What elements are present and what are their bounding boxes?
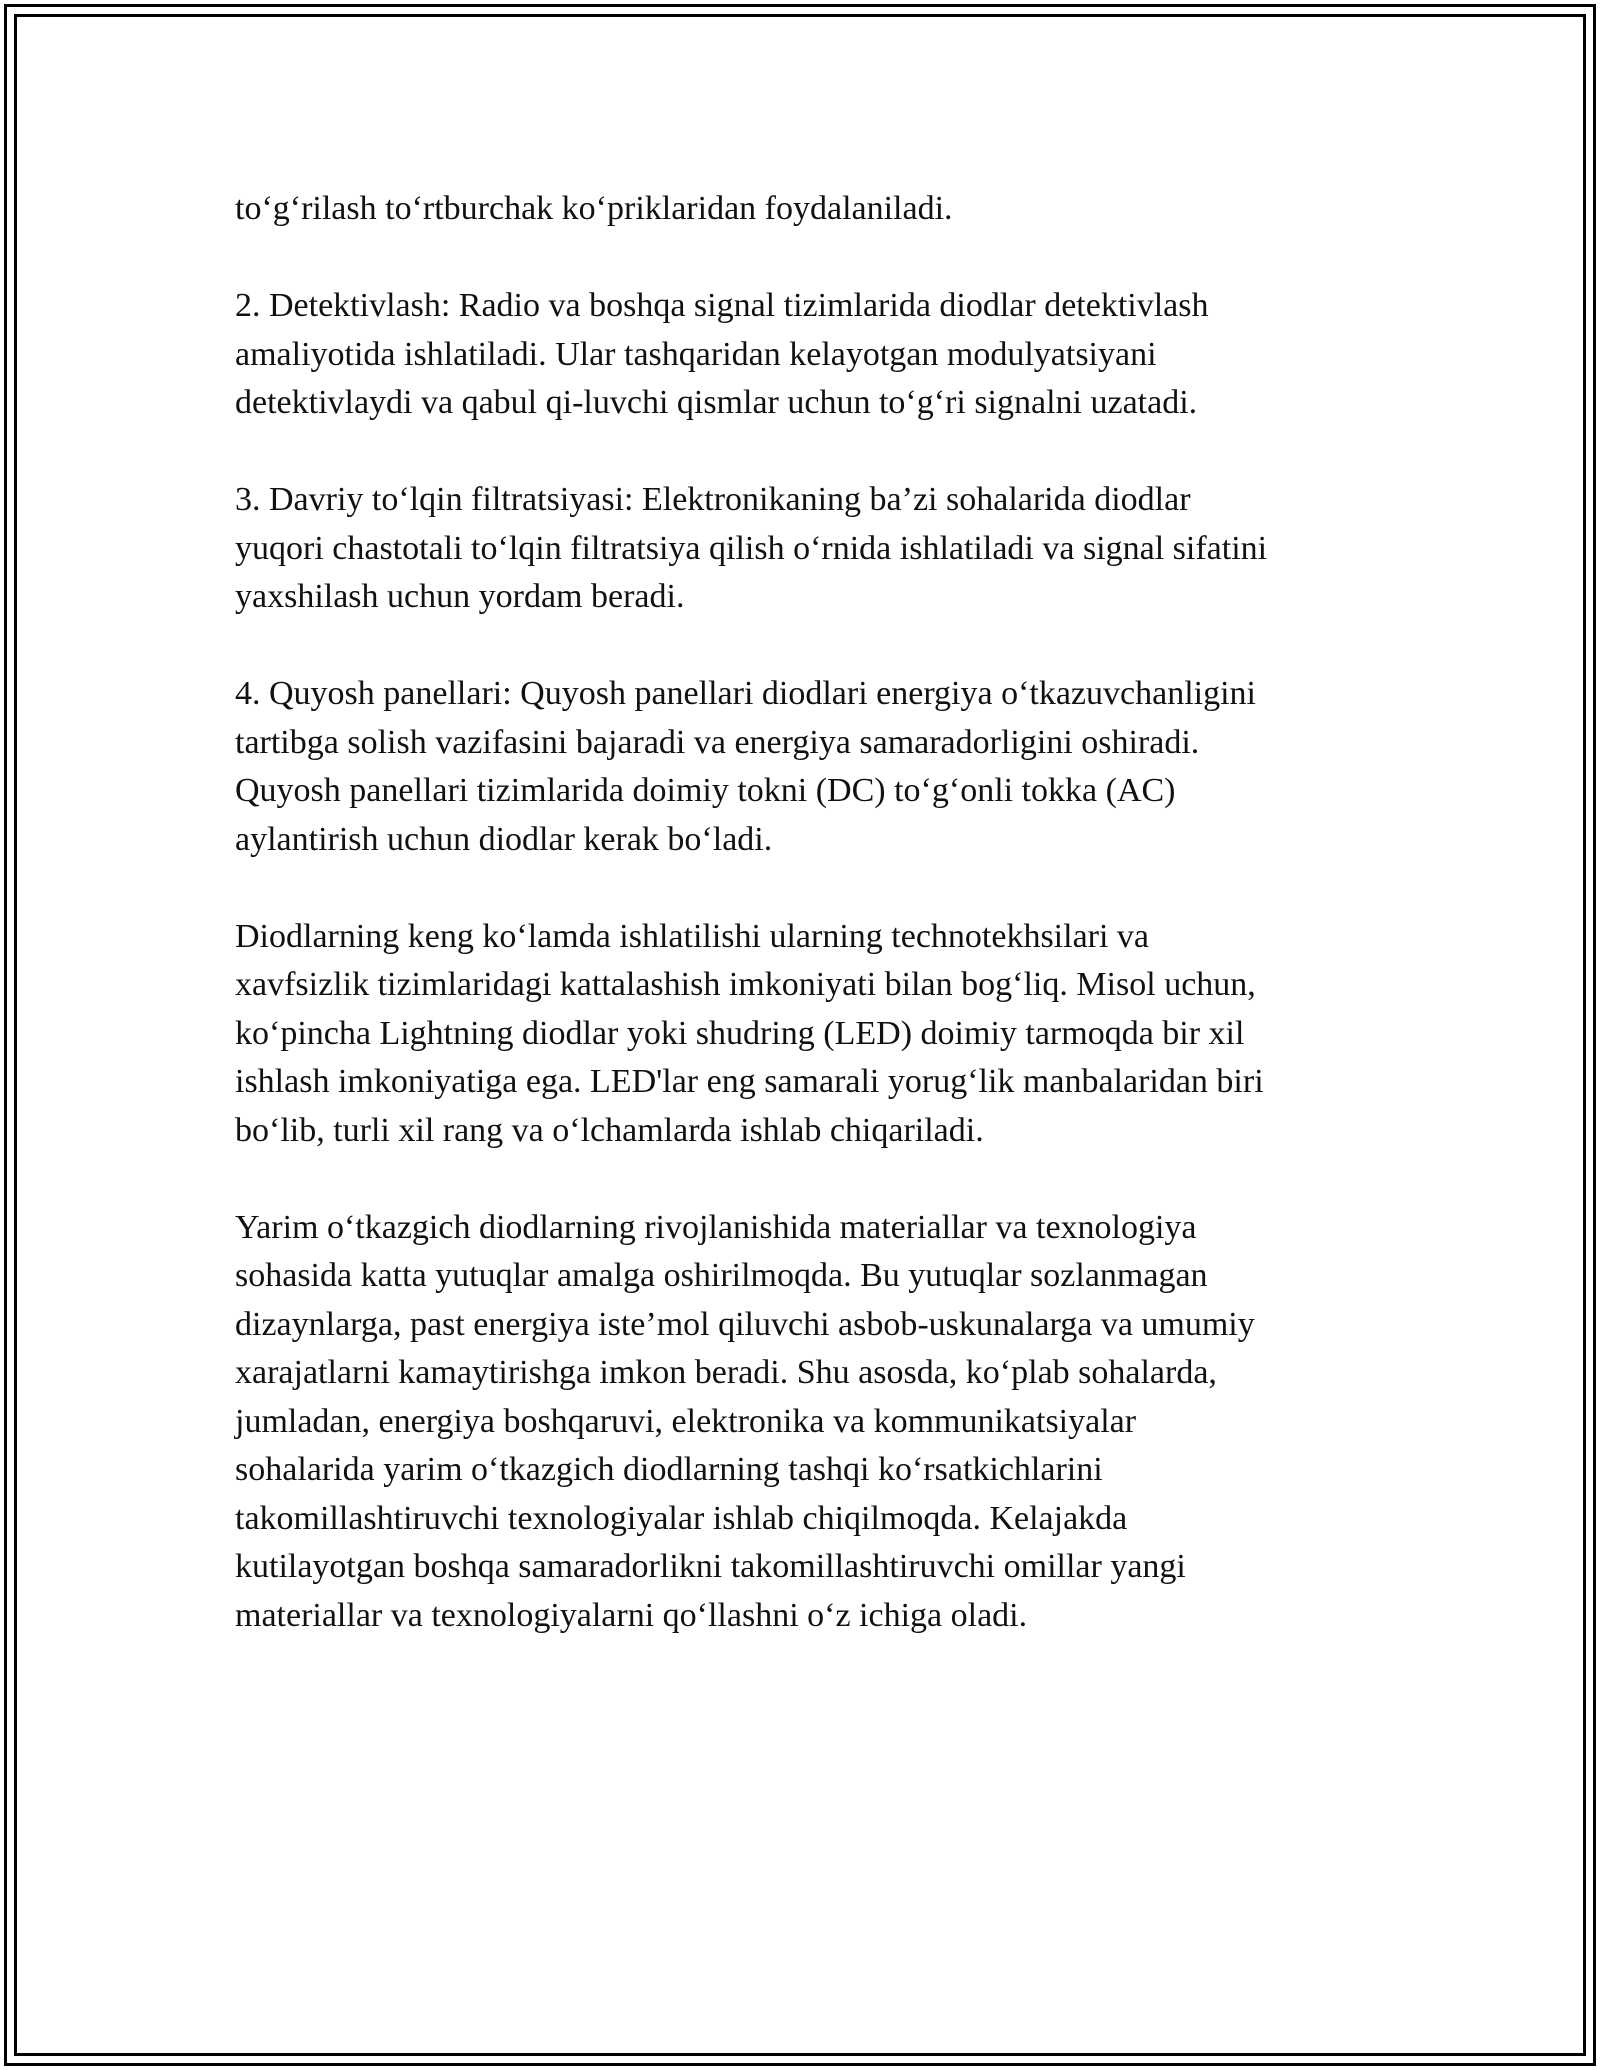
paragraph-wave-filtration: 3. Davriy to‘lqin filtratsiyasi: Elektronikaning ba’zi sohalarida diodlar yuqori chastotali to‘lqin filtratsiya qilish o‘rnida ishlatiladi va signal sifatini yaxshilash uchun yordam beradi. [235, 481, 1268, 615]
paragraph-rectification-end: to‘g‘rilash to‘rtburchak ko‘priklaridan foydalaniladi. [235, 190, 953, 227]
document-body [235, 185, 1365, 1640]
paragraph-detection: 2. Detektivlash: Radio va boshqa signal tizimlarida diodlar detektivlash amaliyotida ishlatiladi. Ular tashqaridan kelayotgan modulyatsiyani detektivlaydi va qabul qi-luvchi qismlar uchun to‘g‘ri signalni uzatadi. [235, 287, 1209, 421]
paragraph-solar-panels: 4. Quyosh panellari: Quyosh panellari diodlari energiya o‘tkazuvchanligini tartibga solish vazifasini bajaradi va energiya samaradorligini oshiradi. Quyosh panellari tizimlarida doimiy tokni (DC) to‘g‘onli tokka (AC) aylantirish uchun diodlar kerak bo‘ladi. [235, 675, 1256, 858]
paragraph-diode-usage: Diodlarning keng ko‘lamda ishlatilishi ularning technotekhsilari va xavfsizlik tizimlaridagi kattalashish imkoniyati bilan bog‘liq. Misol uchun, ko‘pincha Lightning diodlar yoki shudring (LED) doimiy tarmoqda bir xil ishlash imkoniyatiga ega. LED'lar eng samarali yorug‘lik manbalaridan biri bo‘lib, turli xil rang va o‘lchamlarda ishlab chiqariladi. [235, 917, 1264, 1149]
paragraph-semiconductor-development: Yarim o‘tkazgich diodlarning rivojlanishida materiallar va texnologiya sohasida katta yutuqlar amalga oshirilmoqda. Bu yutuqlar sozlanmagan dizaynlarga, past energiya iste’mol qiluvchi asbob-uskunalarga va umumiy xarajatlarni kamaytirishga imkon beradi. Shu asosda, ko‘plab sohalarda, jumladan, energiya boshqaruvi, elektronika va kommunikatsiyalar sohalarida yarim o‘tkazgich diodlarning tashqi ko‘rsatkichlarini takomillashtiruvchi texnologiyalar ishlab chiqilmoqda. Kelajakda kutilayotgan boshqa samaradorlikni takomillashtiruvchi omillar yangi materiallar va texnologiyalarni qo‘llashni o‘z ichiga oladi. [235, 1208, 1255, 1634]
